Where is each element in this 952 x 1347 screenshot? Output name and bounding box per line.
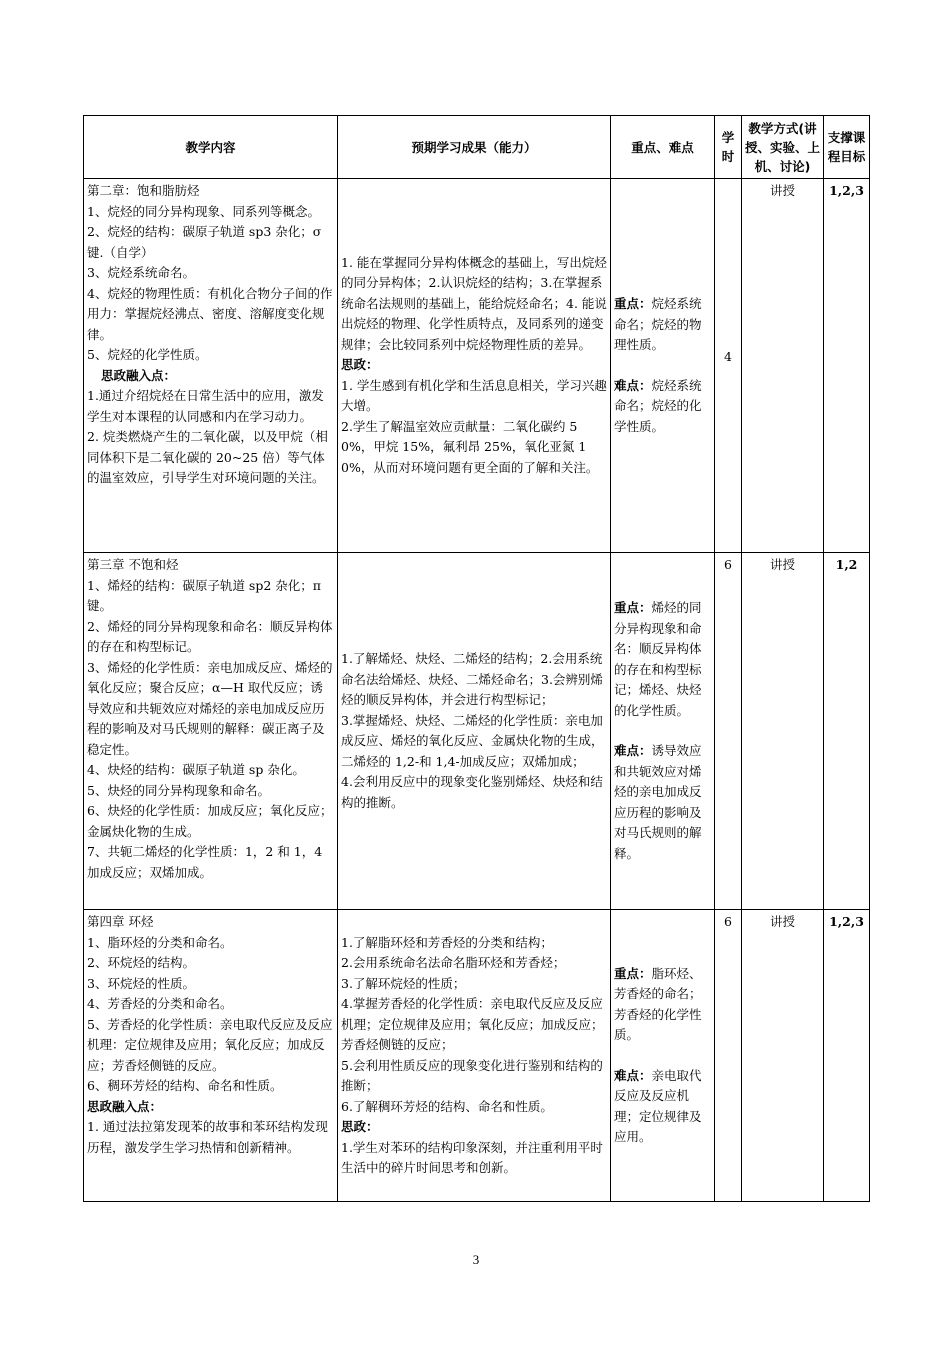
content-line: 4、烷烃的物理性质：有机化合物分子间的作用力：掌握烷烃沸点、密度、溶解度变化规律。 — [87, 285, 333, 342]
content-line: 1、烷烃的同分异构现象、同系列等概念。 — [87, 203, 320, 219]
content-cell — [84, 910, 338, 1202]
content-cell — [84, 553, 338, 910]
chapter-title: 第二章：饱和脂肪烃 — [87, 183, 200, 198]
header-hours: 学时 — [715, 116, 742, 179]
method-cell: 讲授 — [742, 553, 824, 910]
hours-cell: 6 — [715, 553, 742, 910]
ideology-heading: 思政融入点： — [101, 367, 177, 383]
outcome-line: 4.会利用反应中的现象变化鉴别烯烃、炔烃和结构的推断。 — [341, 774, 603, 810]
content-line: 1.通过介绍烷烃在日常生活中的应用，激发学生对本课程的认同感和内在学习动力。 — [87, 388, 324, 424]
content-cell — [84, 179, 338, 553]
outcome-line: 1.了解脂环烃和芳香烃的分类和结构； — [341, 934, 553, 950]
content-line: 1. 通过法拉第发现苯的故事和苯环结构发现历程，激发学生学习热情和创新精神。 — [87, 1119, 328, 1155]
header-method: 教学方式(讲授、实验、上机、讨论) — [742, 116, 824, 179]
hours-cell: 6 — [715, 910, 742, 1202]
difficulty-label: 难点： — [614, 377, 652, 393]
content-line: 2、烯烃的同分异构现象和命名：顺反异构体的存在和构型标记。 — [87, 618, 333, 654]
content-line: 6、炔烃的化学性质：加成反应；氧化反应；金属炔化物的生成。 — [87, 803, 333, 839]
difficulty-label: 难点： — [614, 1067, 652, 1083]
target-cell: 1,2,3 — [824, 910, 870, 1202]
outcome-line: 1. 能在掌握同分异构体概念的基础上，写出烷烃的同分异构体；2.认识烷烃的结构；3.在掌握系统命名法规则的基础上，能给烷烃命名；4. 能说出烷烃的物理、化学性质特点，及同系列的递变规律；会比较同系列中烷烃物理性质的差异。 — [341, 254, 607, 352]
content-line: 4、炔烃的结构：碳原子轨道 sp 杂化。 — [87, 762, 305, 777]
content-line: 3、烷烃系统命名。 — [87, 265, 195, 280]
header-outcomes: 预期学习成果（能力） — [338, 116, 611, 179]
key-points-cell — [611, 910, 715, 1202]
ideology-heading: 思政： — [341, 1119, 379, 1134]
content-line: 5、炔烃的同分异构现象和命名。 — [87, 782, 270, 798]
outcome-line: 5.会利用性质反应的现象变化进行鉴别和结构的推断； — [341, 1057, 603, 1093]
outcome-line: 2.学生了解温室效应贡献量：二氧化碳约 50%，甲烷 15%，氟利昂 25%，氧化亚氮 10%，从而对环境问题有更全面的了解和关注。 — [341, 418, 599, 475]
content-line: 5、烷烃的化学性质。 — [87, 347, 208, 362]
table-row — [84, 553, 870, 910]
outcomes-cell — [338, 553, 611, 910]
ideology-heading: 思政融入点： — [87, 1098, 163, 1114]
outcomes-cell — [338, 910, 611, 1202]
outcome-line: 1.学生对苯环的结构印象深刻，并注重利用平时生活中的碎片时间思考和创新。 — [341, 1139, 603, 1175]
outcome-line: 1. 学生感到有机化学和生活息息相关，学习兴趣大增。 — [341, 377, 607, 414]
outcome-line: 1.了解烯烃、炔烃、二烯烃的结构；2.会用系统命名法给烯烃、炔烃、二烯烃命名；3.会辨别烯烃的顺反异构体，并会进行构型标记； — [341, 651, 603, 707]
target-cell: 1,2 — [824, 553, 870, 910]
outcome-line: 3.掌握烯烃、炔烃、二烯烃的化学性质：亲电加成反应、烯烃的氧化反应、金属炔化物的生成，二烯烃的 1,2-和 1,4-加成反应；双烯加成； — [341, 712, 604, 769]
content-line: 3、环烷烃的性质。 — [87, 975, 195, 991]
difficulty-text: 诱导效应和共轭效应对烯烃的亲电加成反应历程的影响及对马氏规则的解释。 — [614, 743, 702, 861]
outcome-line: 3.了解环烷烃的性质； — [341, 975, 466, 991]
content-line: 3、烯烃的化学性质：亲电加成反应、烯烃的氧化反应；聚合反应；α—H 取代反应；诱导效应和共轭效应对烯烃的亲电加成反应历程的影响及对马氏规则的解释：碳正离子及稳定性。 — [87, 659, 333, 757]
content-line: 1、脂环烃的分类和命名。 — [87, 934, 233, 950]
content-line: 1、烯烃的结构：碳原子轨道 sp2 杂化；π 键。 — [87, 577, 321, 613]
key-text: 烷烃系统命名；烷烃的物理性质。 — [614, 296, 702, 352]
key-label: 重点： — [614, 296, 652, 311]
method-cell: 讲授 — [742, 910, 824, 1202]
key-label: 重点： — [614, 600, 652, 615]
table-row — [84, 910, 870, 1202]
content-line: 6、稠环芳烃的结构、命名和性质。 — [87, 1078, 283, 1093]
method-cell: 讲授 — [742, 179, 824, 553]
outcomes-cell — [338, 179, 611, 553]
content-line: 2、烷烃的结构：碳原子轨道 sp3 杂化；σ 键.（自学） — [87, 224, 322, 260]
chapter-title: 第三章 不饱和烃 — [87, 557, 179, 572]
table-row — [84, 179, 870, 553]
header-content: 教学内容 — [84, 116, 338, 179]
key-text: 脂环烃、芳香烃的命名；芳香烃的化学性质。 — [614, 965, 702, 1042]
header-row — [84, 116, 870, 179]
key-text: 烯烃的同分异构现象和命名：顺反异构体的存在和构型标记；烯烃、炔烃的化学性质。 — [614, 600, 702, 718]
outcome-line: 6.了解稠环芳烃的结构、命名和性质。 — [341, 1098, 553, 1114]
key-points-cell — [611, 553, 715, 910]
content-line: 5、芳香烃的化学性质：亲电取代反应及反应机理：定位规律及应用；氧化反应；加成反应；芳香烃侧链的反应。 — [87, 1016, 333, 1073]
outcome-line: 4.掌握芳香烃的化学性质：亲电取代反应及反应机理；定位规律及应用；氧化反应；加成反应；芳香烃侧链的反应； — [341, 996, 604, 1052]
content-line: 2、环烷烃的结构。 — [87, 955, 195, 970]
content-line: 4、芳香烃的分类和命名。 — [87, 996, 233, 1011]
key-label: 重点： — [614, 965, 652, 981]
hours-cell: 4 — [715, 179, 742, 553]
key-points-cell — [611, 179, 715, 553]
ideology-heading: 思政： — [341, 357, 379, 373]
header-target: 支撑课程目标 — [824, 116, 870, 179]
content-line: 7、共轭二烯烃的化学性质：1，2 和 1，4 加成反应；双烯加成。 — [87, 844, 323, 880]
syllabus-table — [83, 115, 870, 1202]
outcome-line: 2.会用系统命名法命名脂环烃和芳香烃； — [341, 955, 566, 970]
difficulty-text: 亲电取代反应及反应机理；定位规律及应用。 — [614, 1067, 702, 1144]
chapter-title: 第四章 环烃 — [87, 914, 154, 929]
page-number: 3 — [472, 1252, 480, 1267]
header-key-points: 重点、难点 — [611, 116, 715, 179]
content-line: 2. 烷类燃烧产生的二氧化碳，以及甲烷（相同体积下是二氧化碳的 20~25 倍）等气体的温室效应，引导学生对环境问题的关注。 — [87, 429, 328, 485]
difficulty-label: 难点： — [614, 743, 652, 758]
difficulty-text: 烷烃系统命名；烷烃的化学性质。 — [614, 377, 702, 434]
target-cell: 1,2,3 — [824, 179, 870, 553]
